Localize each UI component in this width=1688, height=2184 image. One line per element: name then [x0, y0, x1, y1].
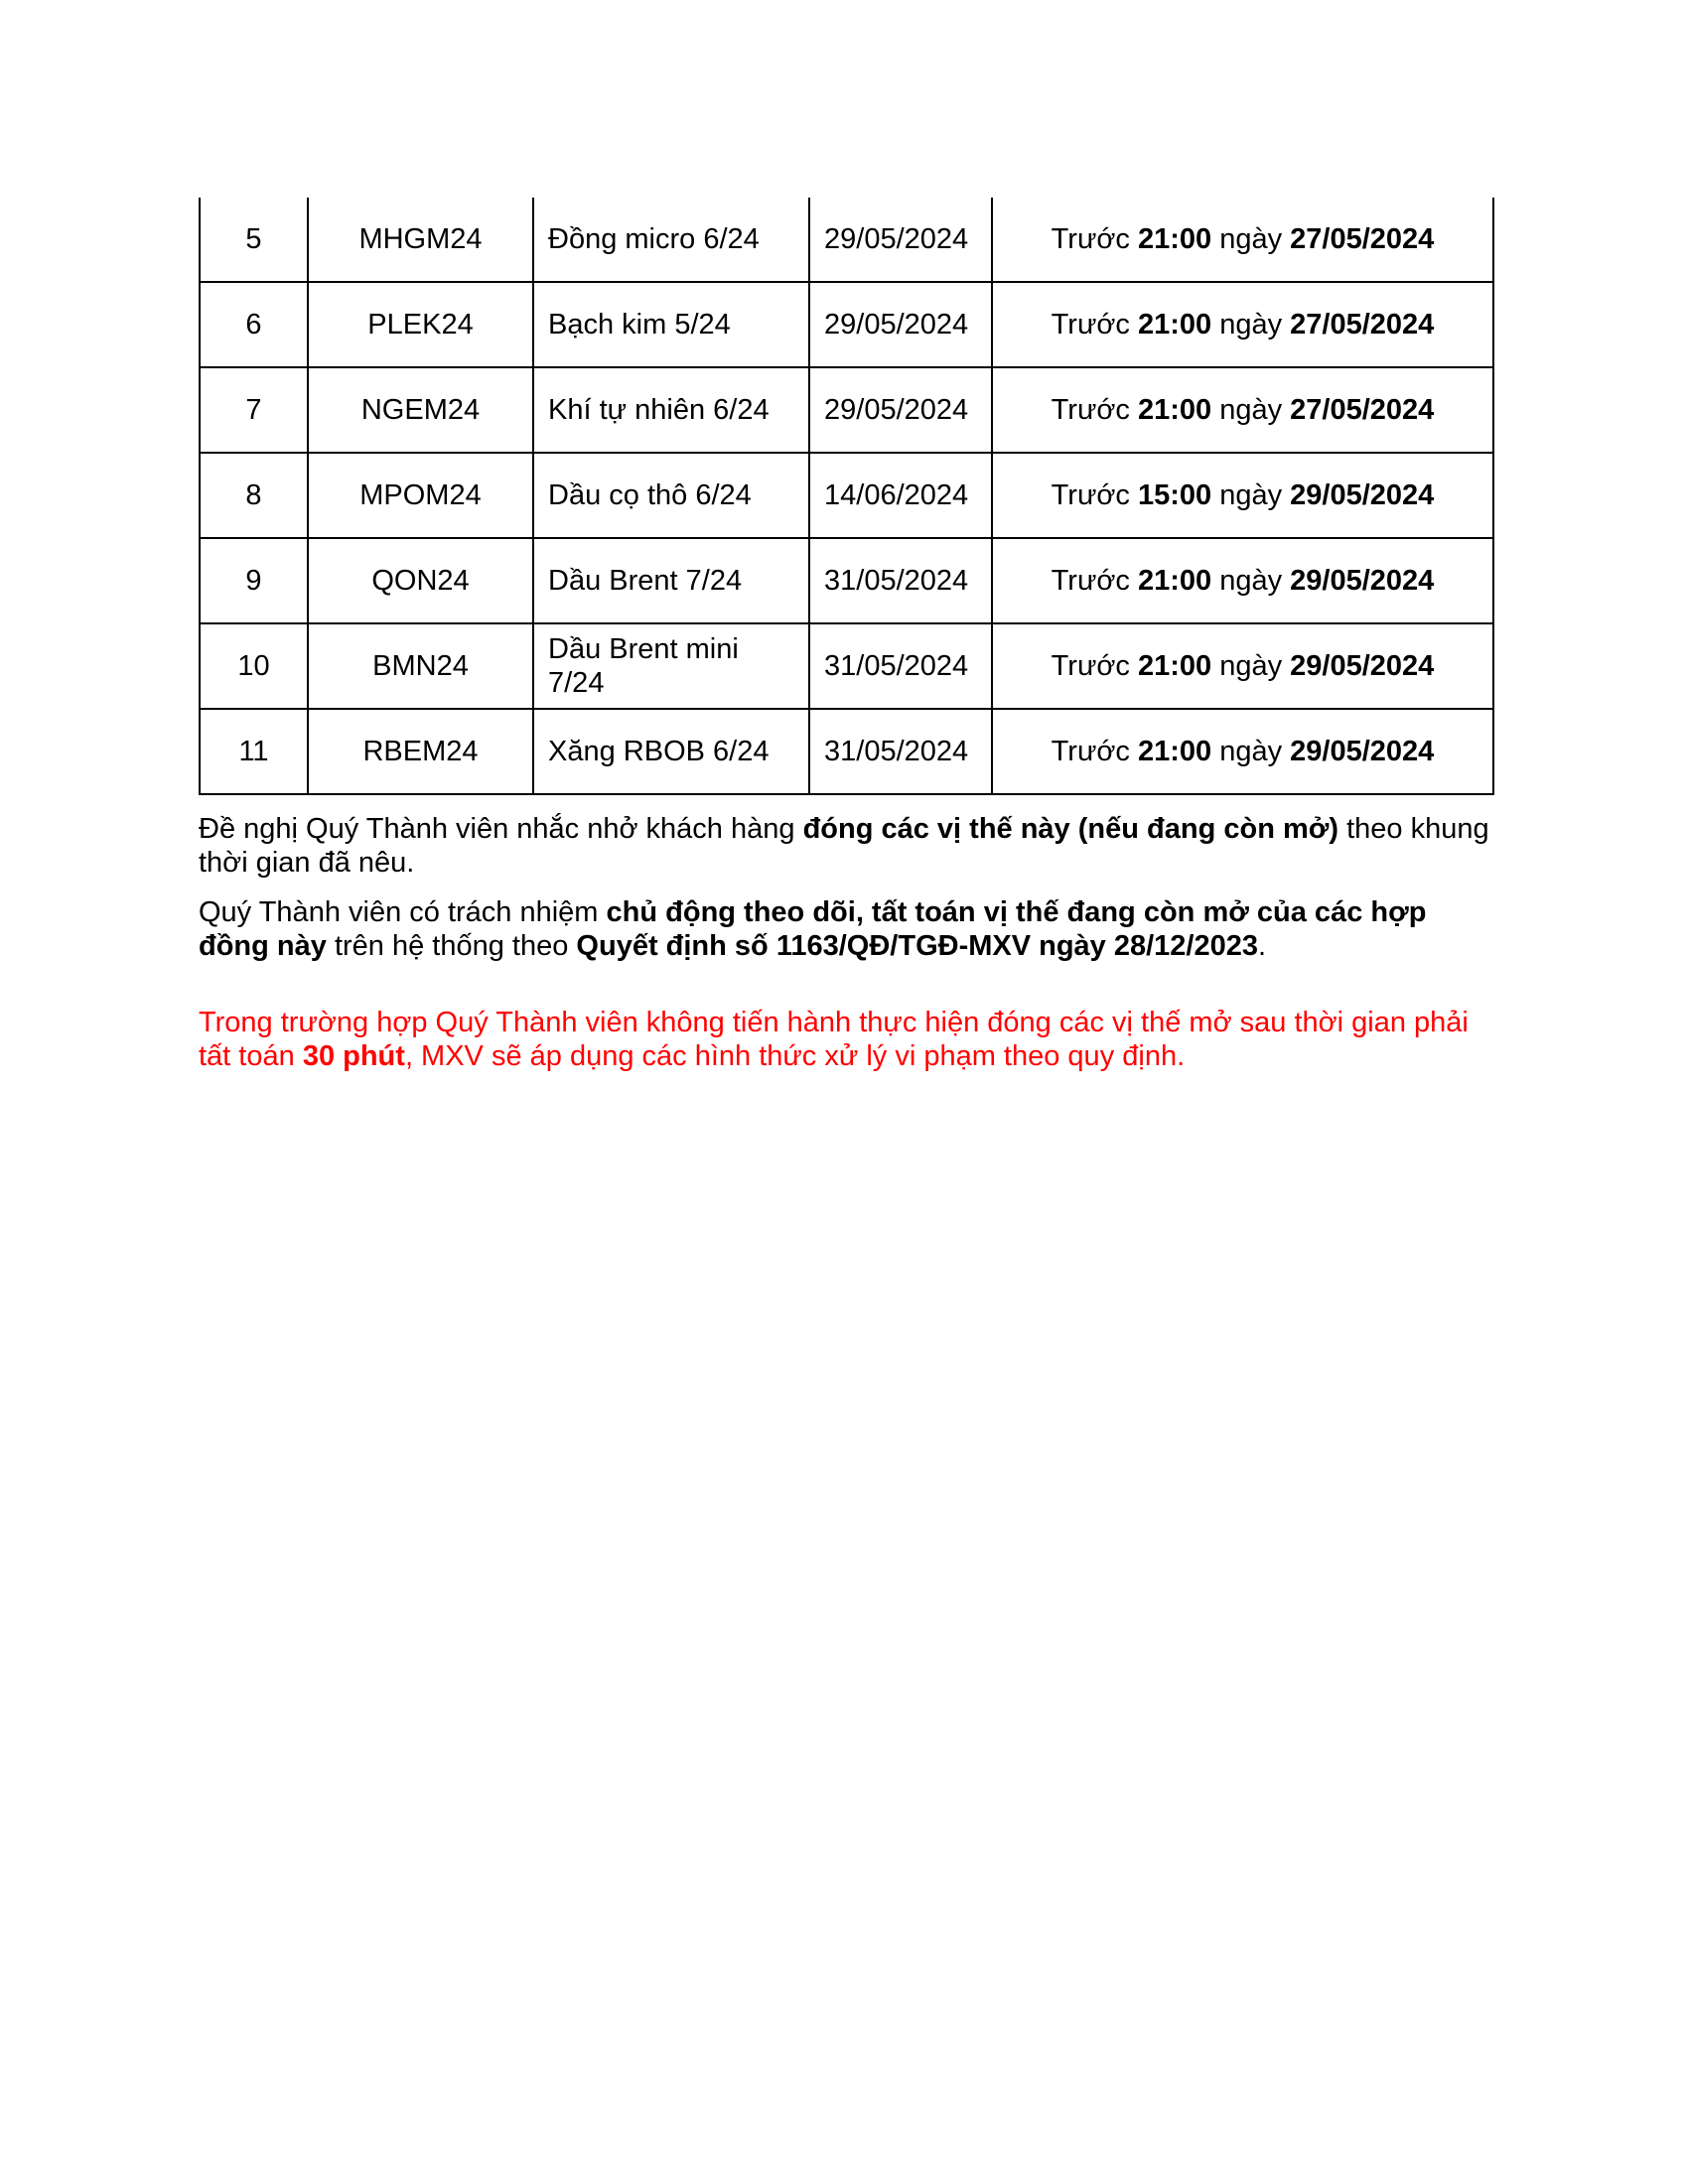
- responsibility-paragraph: [199, 895, 1489, 963]
- responsibility-text-bold-1: chủ động theo dõi, tất toán vị thế đang còn mở của các hợp đồng này: [199, 896, 1427, 962]
- deadline-prefix: Trước: [1051, 736, 1130, 767]
- deadline-date: 27/05/2024: [1290, 309, 1435, 341]
- contract-code-cell: MHGM24: [308, 198, 533, 282]
- last-trading-day-cell: 14/06/2024: [809, 453, 992, 538]
- last-trading-day-cell: 31/05/2024: [809, 538, 992, 623]
- last-trading-day-cell: 31/05/2024: [809, 623, 992, 709]
- contract-name-cell: Xăng RBOB 6/24: [533, 709, 809, 794]
- deadline-prefix: Trước: [1051, 223, 1130, 255]
- contract-table: [199, 198, 1494, 795]
- deadline-date: 29/05/2024: [1290, 479, 1435, 511]
- last-trading-day-cell: 31/05/2024: [809, 709, 992, 794]
- contract-code-cell: RBEM24: [308, 709, 533, 794]
- table-row: [200, 623, 1493, 709]
- deadline-time: 21:00: [1137, 565, 1212, 597]
- deadline-date: 29/05/2024: [1290, 736, 1435, 767]
- row-number-cell: 7: [200, 367, 308, 453]
- last-trading-day-cell: 29/05/2024: [809, 198, 992, 282]
- deadline-time: 21:00: [1137, 223, 1212, 255]
- contract-table-body: [200, 198, 1493, 794]
- deadline-time: 21:00: [1137, 736, 1212, 767]
- last-trading-day-cell: 29/05/2024: [809, 282, 992, 367]
- deadline-mid: ngày: [1219, 479, 1283, 511]
- last-trading-day-cell: 29/05/2024: [809, 367, 992, 453]
- deadline-date: 27/05/2024: [1290, 223, 1435, 255]
- deadline-mid: ngày: [1219, 394, 1283, 426]
- deadline-prefix: Trước: [1051, 394, 1130, 426]
- responsibility-text-2: trên hệ thống theo: [326, 930, 577, 962]
- close-deadline-cell: [992, 282, 1493, 367]
- table-row: [200, 367, 1493, 453]
- deadline-mid: ngày: [1219, 650, 1283, 682]
- row-number-cell: 8: [200, 453, 308, 538]
- table-row: [200, 198, 1493, 282]
- close-deadline-cell: [992, 709, 1493, 794]
- deadline-time: 15:00: [1137, 479, 1212, 511]
- row-number-cell: 6: [200, 282, 308, 367]
- contract-code-cell: MPOM24: [308, 453, 533, 538]
- deadline-date: 27/05/2024: [1290, 394, 1435, 426]
- row-number-cell: 10: [200, 623, 308, 709]
- penalty-time-bold: 30 phút: [302, 1040, 405, 1072]
- deadline-time: 21:00: [1137, 650, 1212, 682]
- contract-name-cell: Khí tự nhiên 6/24: [533, 367, 809, 453]
- table-row: [200, 282, 1493, 367]
- close-deadline-cell: [992, 367, 1493, 453]
- contract-code-cell: BMN24: [308, 623, 533, 709]
- deadline-prefix: Trước: [1051, 650, 1130, 682]
- penalty-text-2: , MXV sẽ áp dụng các hình thức xử lý vi phạm theo quy định.: [404, 1040, 1186, 1072]
- deadline-mid: ngày: [1219, 309, 1283, 341]
- deadline-time: 21:00: [1137, 309, 1212, 341]
- deadline-date: 29/05/2024: [1290, 565, 1435, 597]
- deadline-mid: ngày: [1219, 223, 1283, 255]
- deadline-time: 21:00: [1137, 394, 1212, 426]
- contract-code-cell: PLEK24: [308, 282, 533, 367]
- deadline-mid: ngày: [1219, 565, 1283, 597]
- row-number-cell: 5: [200, 198, 308, 282]
- reminder-text-bold: đóng các vị thế này (nếu đang còn mở): [802, 813, 1339, 845]
- deadline-prefix: Trước: [1051, 565, 1130, 597]
- reminder-paragraph: [199, 812, 1489, 880]
- contract-name-cell: Đồng micro 6/24: [533, 198, 809, 282]
- close-deadline-cell: [992, 623, 1493, 709]
- contract-name-cell: Bạch kim 5/24: [533, 282, 809, 367]
- close-deadline-cell: [992, 453, 1493, 538]
- close-deadline-cell: [992, 198, 1493, 282]
- contract-code-cell: NGEM24: [308, 367, 533, 453]
- contract-code-cell: QON24: [308, 538, 533, 623]
- contract-name-cell: Dầu Brent 7/24: [533, 538, 809, 623]
- reminder-text-2: theo khung thời gian đã nêu.: [199, 813, 1489, 879]
- reminder-text-1: Đề nghị Quý Thành viên nhắc nhở khách hàng: [199, 813, 803, 845]
- deadline-mid: ngày: [1219, 736, 1283, 767]
- deadline-prefix: Trước: [1051, 309, 1130, 341]
- penalty-text-1: Trong trường hợp Quý Thành viên không tiến hành thực hiện đóng các vị thế mở sau thời gian phải tất toán: [199, 1007, 1469, 1072]
- responsibility-text-3: .: [1258, 930, 1267, 962]
- responsibility-text-1: Quý Thành viên có trách nhiệm: [199, 896, 607, 928]
- contract-name-cell: Dầu cọ thô 6/24: [533, 453, 809, 538]
- table-row: [200, 538, 1493, 623]
- close-deadline-cell: [992, 538, 1493, 623]
- row-number-cell: 11: [200, 709, 308, 794]
- table-row: [200, 709, 1493, 794]
- decision-reference: Quyết định số 1163/QĐ/TGĐ-MXV ngày 28/12/2023: [576, 930, 1259, 962]
- table-row: [200, 453, 1493, 538]
- row-number-cell: 9: [200, 538, 308, 623]
- contract-name-cell: Dầu Brent mini 7/24: [533, 623, 809, 709]
- deadline-prefix: Trước: [1051, 479, 1130, 511]
- deadline-date: 29/05/2024: [1290, 650, 1435, 682]
- penalty-warning-paragraph: [199, 1006, 1489, 1073]
